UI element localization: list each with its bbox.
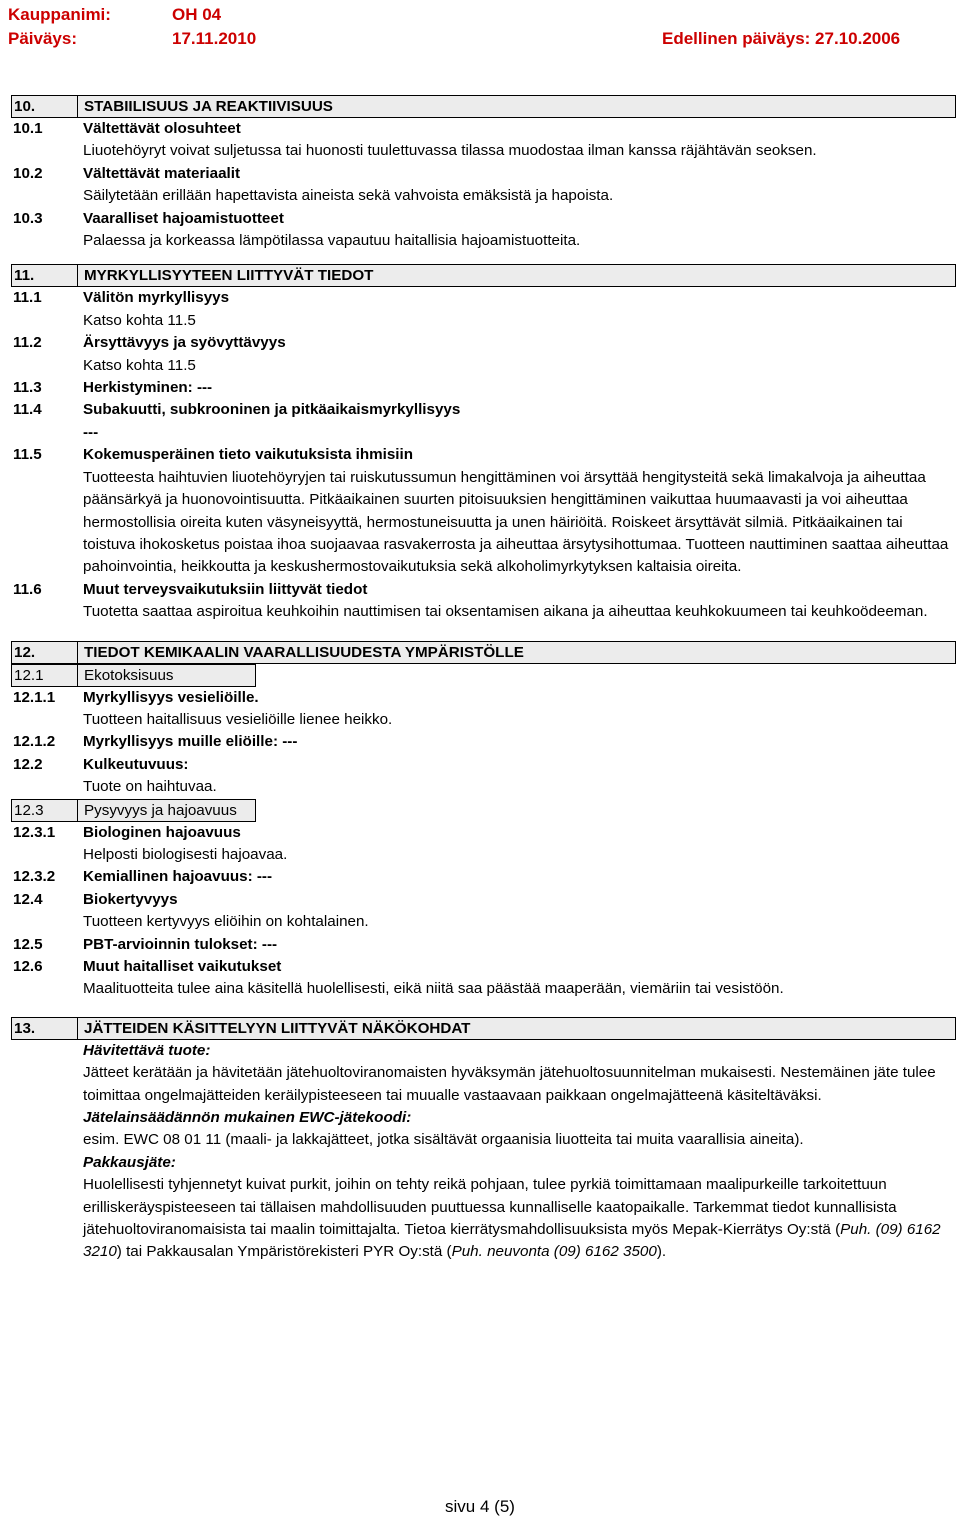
item-title: Kokemusperäinen tieto vaikutuksista ihmisiin	[83, 446, 414, 464]
item-11-5-text	[11, 467, 956, 579]
heading-divider	[77, 642, 78, 663]
trade-name-value: OH 04	[172, 5, 222, 24]
item-11-4-text	[11, 422, 956, 444]
item-12-1	[11, 664, 256, 687]
item-10-3-text	[11, 230, 956, 252]
packaging-waste-text	[11, 1174, 956, 1264]
item-number: 12.1	[14, 666, 44, 684]
item-number: 11.1	[13, 289, 42, 307]
item-number: 12.3.2	[13, 868, 56, 886]
item-title: Kemiallinen hajoavuus: ---	[83, 868, 273, 886]
heading-divider	[77, 265, 78, 286]
item-text: Helposti biologisesti hajoavaa.	[83, 845, 288, 863]
heading-divider	[77, 800, 78, 821]
item-12-2-text	[11, 776, 956, 798]
item-title: Ekotoksisuus	[84, 666, 174, 684]
item-number: 11.5	[13, 446, 42, 464]
heading-divider	[77, 96, 78, 117]
ewc-code-heading	[11, 1107, 956, 1129]
item-number: 12.2	[13, 755, 43, 773]
page-number: sivu 4 (5)	[445, 1497, 515, 1516]
item-number: 11.4	[13, 401, 42, 419]
item-number: 12.6	[13, 957, 43, 975]
item-text: Palaessa ja korkeassa lämpötilassa vapautuu haitallisia hajoamistuotteita.	[83, 232, 581, 250]
paragraph	[83, 1174, 956, 1264]
item-title: Biologinen hajoavuus	[83, 823, 241, 841]
item-11-2-text	[11, 355, 956, 377]
item-title: Kulkeutuvuus:	[83, 755, 189, 773]
waste-product-heading	[11, 1040, 956, 1062]
item-12-1-1	[11, 687, 956, 709]
item-number: 10.3	[13, 209, 43, 227]
item-12-6-text	[11, 978, 956, 1000]
section-title: MYRKYLLISYYTEEN LIITTYVÄT TIEDOT	[84, 267, 374, 285]
item-title: PBT-arvioinnin tulokset: ---	[83, 935, 278, 953]
date-value: 17.11.2010	[172, 29, 257, 48]
item-number: 12.1.1	[13, 688, 56, 706]
item-title: Vältettävät olosuhteet	[83, 120, 241, 137]
item-10-1	[11, 118, 956, 140]
item-12-1-1-text	[11, 709, 956, 731]
item-title: Myrkyllisyys muille eliöille: ---	[83, 733, 298, 751]
item-12-5	[11, 934, 956, 956]
item-title: Muut terveysvaikutuksiin liittyvät tiedot	[83, 580, 368, 598]
item-12-1-2	[11, 731, 956, 753]
item-10-2-text	[11, 185, 956, 207]
item-text: Tuotteen haitallisuus vesieliöille lienee heikko.	[83, 710, 393, 728]
date-label: Päiväys:	[8, 29, 77, 48]
item-title: Pysyvyys ja hajoavuus	[84, 801, 237, 819]
item-number: 11.2	[13, 334, 42, 352]
document-body	[11, 95, 956, 1264]
item-12-3-1-text	[11, 844, 956, 866]
section-title: JÄTTEIDEN KÄSITTELYYN LIITTYVÄT NÄKÖKOHDAT	[84, 1019, 471, 1037]
subheading: Hävitettävä tuote:	[83, 1041, 211, 1059]
item-12-3-1	[11, 822, 956, 844]
section-number: 13.	[14, 1019, 36, 1037]
section-heading-10	[11, 95, 956, 118]
item-11-6-text	[11, 601, 956, 623]
item-number: 12.1.2	[13, 733, 56, 751]
item-12-4	[11, 889, 956, 911]
item-number: 10.2	[13, 164, 43, 182]
section-heading-11	[11, 264, 956, 287]
section-heading-12	[11, 641, 956, 664]
item-11-6	[11, 579, 956, 601]
item-title: Subakuutti, subkrooninen ja pitkäaikaismyrkyllisyys	[83, 401, 461, 419]
item-12-6	[11, 956, 956, 978]
item-number: 12.3.1	[13, 823, 56, 841]
packaging-waste-heading	[11, 1152, 956, 1174]
item-10-2	[11, 163, 956, 185]
phone-number: Puh. neuvonta (09) 6162 3500	[451, 1243, 657, 1261]
section-number: 12.	[14, 643, 36, 661]
paragraph: esim. EWC 08 01 11 (maali- ja lakkajätteet, jotka sisältävät orgaanisia liuotteita tai muita vaarallisia aineita).	[83, 1131, 804, 1149]
item-title: Herkistyminen: ---	[83, 379, 213, 397]
item-11-3	[11, 377, 956, 399]
waste-product-text	[11, 1062, 956, 1107]
item-number: 11.6	[13, 580, 42, 598]
item-text: Katso kohta 11.5	[83, 356, 196, 374]
item-11-4	[11, 399, 956, 421]
item-12-2	[11, 754, 956, 776]
item-11-1	[11, 287, 956, 309]
item-number: 10.1	[13, 120, 43, 137]
item-10-1-text	[11, 140, 956, 162]
section-title: STABIILISUUS JA REAKTIIVISUUS	[84, 98, 333, 115]
item-text: ---	[83, 423, 99, 441]
item-title: Ärsyttävyys ja syövyttävyys	[83, 334, 286, 352]
item-number: 12.4	[13, 890, 43, 908]
document-header	[0, 0, 960, 60]
item-number: 12.5	[13, 935, 43, 953]
item-text: Liuotehöyryt voivat suljetussa tai huonosti tuulettuvassa tilassa muodostaa ilman kanssa räjähtävän seoksen.	[83, 142, 817, 160]
paragraph-part: ).	[656, 1243, 667, 1261]
item-12-3	[11, 799, 256, 822]
item-text: Tuotteen kertyvyys eliöihin on kohtalainen.	[83, 913, 369, 931]
item-11-1-text	[11, 310, 956, 332]
section-number: 11.	[14, 267, 35, 285]
item-11-2	[11, 332, 956, 354]
subheading: Pakkausjäte:	[83, 1153, 176, 1171]
section-title: TIEDOT KEMIKAALIN VAARALLISUUDESTA YMPÄRISTÖLLE	[84, 643, 524, 661]
phone-number: Puh. (09) 6162 3210	[83, 1220, 941, 1261]
heading-divider	[77, 1018, 78, 1039]
item-number: 12.3	[14, 801, 44, 819]
item-title: Muut haitalliset vaikutukset	[83, 957, 282, 975]
item-12-3-2	[11, 866, 956, 888]
item-title: Vältettävät materiaalit	[83, 164, 241, 182]
item-title: Myrkyllisyys vesieliöille.	[83, 688, 259, 706]
ewc-code-text	[11, 1129, 956, 1151]
item-text: Katso kohta 11.5	[83, 311, 196, 329]
paragraph-part: ) tai Pakkausalan Ympäristörekisteri PYR Oy:stä (	[116, 1243, 452, 1261]
item-10-3	[11, 208, 956, 230]
subheading: Jätelainsäädännön mukainen EWC-jätekoodi:	[83, 1108, 412, 1126]
item-text: Maalituotteita tulee aina käsitellä huolellisesti, eikä niitä saa päästää maaperään, viemäriin tai vesistöön.	[83, 980, 784, 998]
heading-divider	[77, 665, 78, 686]
item-title: Biokertyvyys	[83, 890, 178, 908]
item-text: Tuote on haihtuvaa.	[83, 778, 217, 796]
item-text: Tuotteesta haihtuvien liuotehöyryjen tai ruiskutussumun hengittäminen voi ärsyttää hengitysteitä sekä limakalvoja ja aiheuttaa päänsärkyä ja huonovointisuutta. Pitkäaikainen suurten pitoisuuksien hengittäminen vaikuttaa huumaavasti ja voi aiheuttaa hermostollisia oireita kuten väsyneisyyttä, hermostuneisuutta ja unen häiriöitä. Roiskeet ärsyttävät silmiä. Pitkäaikainen tai toistuva ihokosketus poistaa ihoa suojaavaa rasvakerrosta ja aiheuttaa ärsytysihottumaa. Tuotteen nauttiminen saattaa aiheuttaa pahoinvointia, heikkoutta ja keskushermostovaikutuksia sekä alkoholimyrkytyksen kaltaisia oireita.	[83, 468, 949, 576]
previous-date: Edellinen päiväys: 27.10.2006	[662, 29, 901, 48]
paragraph: Jätteet kerätään ja hävitetään jätehuoltoviranomaisten hyväksymän jätehuoltosuunnitelman mukaisesti. Nestemäinen jäte tulee toimittaa ongelmajätteiden keräilypisteeseen tai muualle vastaavaan paikkaan ongelmajätteenä käsiteltäväksi.	[83, 1064, 936, 1104]
section-heading-13	[11, 1017, 956, 1040]
item-text: Säilytetään erillään hapettavista aineista sekä vahvoista emäksistä ja hapoista.	[83, 187, 614, 205]
item-number: 11.3	[13, 379, 42, 397]
paragraph-part: Huolellisesti tyhjennetyt kuivat purkit, joihin on tehty reikä pohjaan, tulee pyrkiä toimittamaan maalipurkeille tarkoitettuun erilliskeräyspisteeseen tai tällaisen mahdollisuuden puuttuessa kunnalliselle kaatopaikalle. Tarkemmat tiedot kunnallisista jätehuoltoviranomaisista tai maalin toimittajalta. Tietoa kierrätysmahdollisuuksista myös Mepak-Kierrätys Oy:stä (	[83, 1176, 897, 1238]
section-number: 10.	[14, 98, 36, 115]
item-title: Vaaralliset hajoamistuotteet	[83, 209, 284, 227]
trade-name-label: Kauppanimi:	[8, 5, 111, 24]
item-title: Välitön myrkyllisyys	[83, 289, 230, 307]
item-12-4-text	[11, 911, 956, 933]
item-text: Tuotetta saattaa aspiroitua keuhkoihin nauttimisen tai oksentamisen aikana ja aiheuttaa keuhkokuumeen tai keuhkoödeeman.	[83, 603, 928, 621]
item-11-5	[11, 444, 956, 466]
